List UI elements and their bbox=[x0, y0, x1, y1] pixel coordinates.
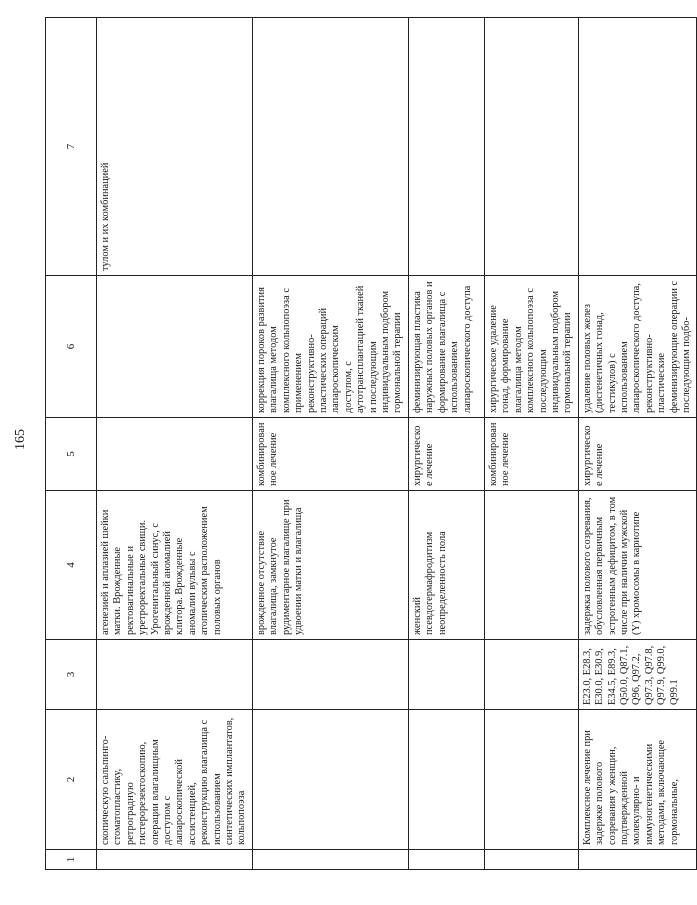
table-row bbox=[484, 18, 578, 870]
cell-number bbox=[97, 850, 253, 870]
header-col-3: 3 bbox=[46, 640, 97, 710]
cell-diagnosis: женский псевдогермафродитизм неопределенность пола bbox=[408, 491, 484, 640]
cell-icd-codes bbox=[253, 640, 409, 710]
cell-method: коррекция пороков развития влагалища методом комплексного кольпопоэза с применением реконструктивно-пластических операций лапароскопическим доступом, с аутотрансплантацией тканей и последующим индивидуальным подбором гормональной терапии bbox=[253, 276, 409, 418]
cell-number bbox=[578, 850, 697, 870]
cell-treatment-name bbox=[484, 710, 578, 850]
cell-treatment-type: комбинированное лечение bbox=[484, 418, 578, 491]
header-col-4: 4 bbox=[46, 491, 97, 640]
cell-norm bbox=[484, 18, 578, 276]
header-col-2: 2 bbox=[46, 710, 97, 850]
cell-number bbox=[253, 850, 409, 870]
rotated-document-page bbox=[13, 18, 692, 870]
cell-treatment-type bbox=[97, 418, 253, 491]
header-col-7: 7 bbox=[46, 18, 97, 276]
header-col-6: 6 bbox=[46, 276, 97, 418]
header-col-1: 1 bbox=[46, 850, 97, 870]
cell-icd-codes bbox=[408, 640, 484, 710]
table-row bbox=[578, 18, 697, 870]
page-number: 165 bbox=[13, 429, 28, 450]
table-row bbox=[408, 18, 484, 870]
cell-treatment-type: комбинированное лечение bbox=[253, 418, 409, 491]
cell-treatment-name bbox=[253, 710, 409, 850]
cell-icd-codes bbox=[97, 640, 253, 710]
table-row bbox=[97, 18, 253, 870]
cell-icd-codes: E23.0, E28.3, E30.0, E30.9, E34.5, E89.3, Q50.0, Q87.1, Q96, Q97.2, Q97.3, Q97.8, Q97.9, Q99.0, Q99.1 bbox=[578, 640, 697, 710]
cell-icd-codes bbox=[484, 640, 578, 710]
cell-norm: тулом и их комбинацией bbox=[97, 18, 253, 276]
cell-diagnosis: задержка полового созревания, обусловленная первичным эстрогенным дефицитом, в том числе при наличии мужской (Y) хромосомы в кариотипе bbox=[578, 491, 697, 640]
cell-treatment-type: хирургическое лечение bbox=[578, 418, 697, 491]
cell-treatment-type: хирургическое лечение bbox=[408, 418, 484, 491]
cell-method: удаление половых желез (дисгенетичных гонад, тестикулов) с использованием лапароскопического доступа, реконструктивно-пластические феминизирующие операции с последующим подбо- bbox=[578, 276, 697, 418]
cell-method: феминизирующая пластика наружных половых органов и формирование влагалища с использованием лапароскопического доступа bbox=[408, 276, 484, 418]
cell-norm bbox=[253, 18, 409, 276]
cell-number bbox=[484, 850, 578, 870]
table-row bbox=[253, 18, 409, 870]
cell-treatment-name bbox=[408, 710, 484, 850]
cell-norm bbox=[578, 18, 697, 276]
cell-treatment-name: Комплексное лечение при задержке полового созревания у женщин, подтвержденной молекулярно- и иммуногенетическими методами, включающее гормональные, bbox=[578, 710, 697, 850]
cell-number bbox=[408, 850, 484, 870]
cell-diagnosis: агенезией и аплазией шейки матки. Врожденные ректовагинальные и уретроректальные свищи. Урогенитальный синус, с врожденной аномалией клитора. Врожденные аномалии вульвы с атопическим расположением половых органов bbox=[97, 491, 253, 640]
cell-method: хирургическое удаление гонад, формирование влагалища методом комплексного кольпопоэза с последующим индивидуальным подбором гормональной терапии bbox=[484, 276, 578, 418]
table-header-row bbox=[46, 18, 97, 870]
cell-norm bbox=[408, 18, 484, 276]
cell-diagnosis: врожденное отсутствие влагалища, замкнутое рудиментарное влагалище при удвоении матки и влагалища bbox=[253, 491, 409, 640]
header-col-5: 5 bbox=[46, 418, 97, 491]
medical-care-table bbox=[45, 17, 697, 870]
cell-treatment-name: скопическую сальпинго-стоматопластику, ретроградную гистерорезектоскопию, операции влагалищным доступом с лапароскопической ассистенцией, реконструкцию влагалища с использованием синтетических имплантатов, кольпопоэза bbox=[97, 710, 253, 850]
cell-method bbox=[97, 276, 253, 418]
cell-diagnosis bbox=[484, 491, 578, 640]
